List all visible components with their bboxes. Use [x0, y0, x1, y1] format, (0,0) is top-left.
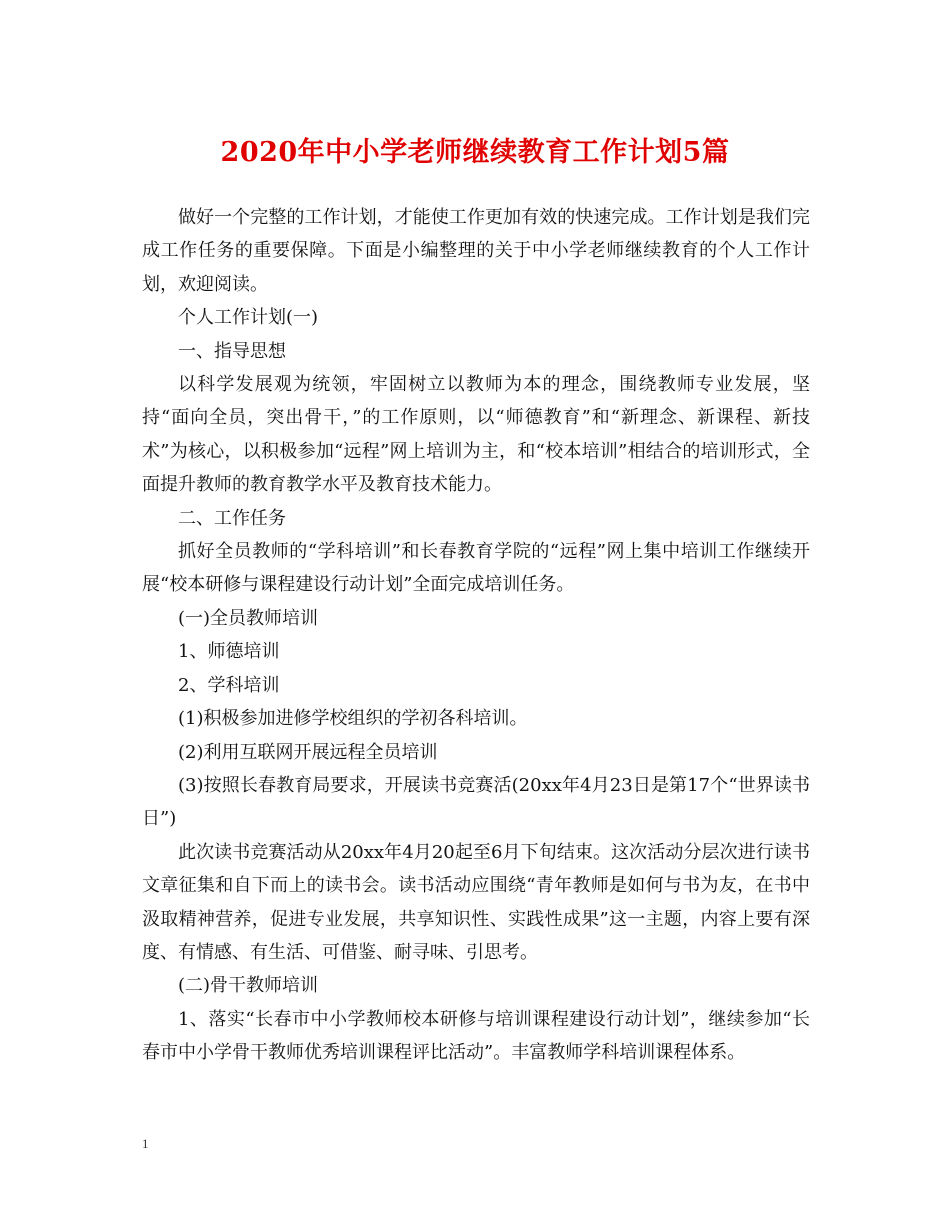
intro-paragraph: 做好一个完整的工作计划，才能使工作更加有效的快速完成。工作计划是我们完成工作任务的重要保障。下面是小编整理的关于中小学老师继续教育的个人工作计划，欢迎阅读。	[142, 207, 810, 295]
document-title: 2020年中小学老师继续教育工作计划5篇	[220, 137, 730, 168]
section-heading: 一、指导思想	[178, 340, 286, 362]
list-item: (1)积极参加进修学校组织的学初各科培训。	[178, 708, 528, 730]
page-number: 1	[142, 1136, 149, 1151]
body-paragraph: 1、落实“长春市中小学教师校本研修与培训课程建设行动计划”，继续参加“长春市中小学骨干教师优秀培训课程评比活动”。丰富教师学科培训课程体系。	[142, 1008, 810, 1064]
body-paragraph: 抓好全员教师的“学科培训”和长春教育学院的“远程”网上集中培训工作继续开展“校本研修与课程建设行动计划”全面完成培训任务。	[142, 541, 810, 596]
section-heading: (一)全员教师培训	[178, 607, 319, 629]
list-item: 1、师德培训	[178, 641, 280, 663]
list-item: (2)利用互联网开展远程全员培训	[178, 741, 438, 763]
section-heading: (二)骨干教师培训	[178, 975, 319, 997]
document-body	[142, 201, 810, 1070]
section-heading: 二、工作任务	[178, 507, 286, 529]
body-paragraph: 此次读书竞赛活动从20xx年4月20起至6月下旬结束。这次活动分层次进行读书文章征集和自下而上的读书会。读书活动应围绕“青年教师是如何与书为友，在书中汲取精神营养，促进专业发展，共享知识性、实践性成果”这一主题，内容上要有深度、有情感、有生活、可借鉴、耐寻味、引思考。	[142, 841, 810, 963]
section-heading: 个人工作计划(一)	[178, 307, 319, 329]
list-item: 2、学科培训	[178, 674, 280, 696]
body-paragraph: 以科学发展观为统领，牢固树立以教师为本的理念，围绕教师专业发展，坚持“面向全员，突出骨干，”的工作原则，以“师德教育”和“新理念、新课程、新技术”为核心，以积极参加“远程”网上培训为主，和“校本培训”相结合的培训形式，全面提升教师的教育教学水平及教育技术能力。	[142, 374, 810, 496]
list-item: (3)按照长春教育局要求，开展读书竞赛活(20xx年4月23日是第17个“世界读书日”)	[142, 774, 810, 830]
